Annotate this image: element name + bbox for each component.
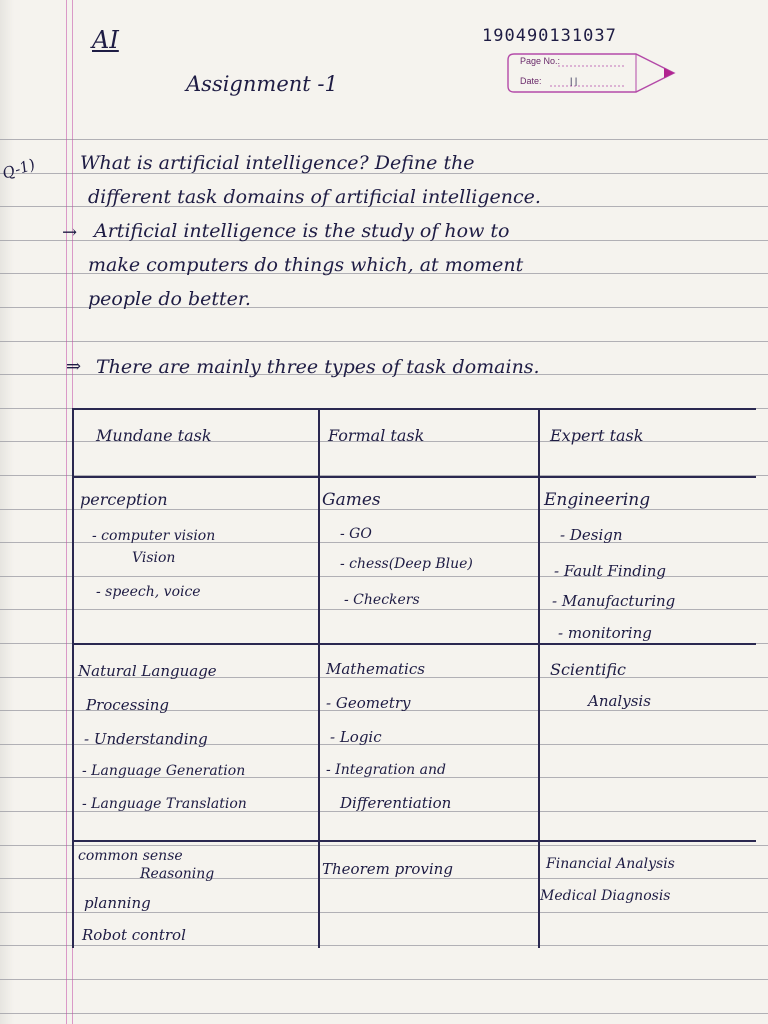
- subject-title: AI: [92, 26, 119, 54]
- header-expert: Expert task: [550, 426, 644, 445]
- formal-chess: - chess(Deep Blue): [340, 556, 473, 572]
- mundane-perception: perception: [80, 490, 168, 509]
- mundane-reasoning: Reasoning: [140, 866, 215, 882]
- margin-line-left: [66, 0, 67, 1024]
- mundane-vision: Vision: [132, 550, 176, 566]
- header-mundane: Mundane task: [96, 426, 212, 445]
- date-label: Date:: [520, 76, 542, 86]
- expert-analysis: Analysis: [588, 692, 651, 710]
- formal-checkers: - Checkers: [344, 592, 420, 608]
- ruled-line: [0, 912, 768, 913]
- mundane-planning: planning: [84, 894, 151, 912]
- roll-number: 190490131037: [482, 26, 617, 46]
- ruled-line: [0, 845, 768, 846]
- domains-intro: There are mainly three types of task domains.: [96, 356, 540, 378]
- formal-theorem-proving: Theorem proving: [322, 860, 453, 878]
- formal-mathematics: Mathematics: [326, 660, 425, 678]
- question-line-1: What is artificial intelligence? Define the: [80, 152, 475, 174]
- question-line-2: different task domains of artificial intelligence.: [88, 186, 541, 208]
- table-row-divider-1: [72, 643, 756, 645]
- header-formal: Formal task: [328, 426, 425, 445]
- expert-financial-analysis: Financial Analysis: [546, 856, 675, 872]
- ruled-line: [0, 878, 768, 879]
- ruled-line: [0, 509, 768, 510]
- ruled-line: [0, 979, 768, 980]
- domains-arrow-icon: ⇒: [66, 356, 82, 377]
- ruled-line: [0, 139, 768, 140]
- answer-line-1: Artificial intelligence is the study of how to: [94, 220, 510, 242]
- table-row-divider-2: [72, 840, 756, 842]
- expert-manufacturing: - Manufacturing: [552, 592, 676, 610]
- mundane-processing: Processing: [86, 696, 170, 714]
- mundane-translation: - Language Translation: [82, 796, 247, 812]
- ruled-line: [0, 341, 768, 342]
- ruled-line: [0, 1013, 768, 1014]
- table-border-top: [72, 408, 756, 410]
- mundane-common-sense: common sense: [78, 848, 183, 864]
- formal-differentiation: Differentiation: [340, 794, 452, 812]
- assignment-title: Assignment -1: [186, 72, 338, 96]
- expert-medical-diagnosis: Medical Diagnosis: [540, 888, 671, 904]
- formal-geometry: - Geometry: [326, 694, 411, 712]
- table-col-divider-2: [538, 408, 540, 948]
- mundane-understanding: - Understanding: [84, 730, 208, 748]
- table-col-divider-1: [318, 408, 320, 948]
- date-separators: | |: [570, 76, 578, 86]
- expert-design: - Design: [560, 526, 623, 544]
- mundane-nlp: Natural Language: [78, 662, 217, 680]
- answer-arrow-icon: →: [62, 222, 78, 243]
- formal-games: Games: [322, 490, 381, 510]
- expert-engineering: Engineering: [544, 490, 651, 510]
- mundane-robot-control: Robot control: [82, 926, 186, 944]
- expert-monitoring: - monitoring: [558, 624, 652, 642]
- question-label: Q-1): [0, 155, 38, 183]
- table-border-left: [72, 408, 74, 948]
- expert-fault-finding: - Fault Finding: [554, 562, 666, 580]
- page-no-label: Page No.:: [520, 56, 561, 66]
- page-date-box: [506, 52, 682, 94]
- ruled-line: [0, 945, 768, 946]
- formal-go: - GO: [340, 526, 372, 542]
- answer-line-3: people do better.: [88, 288, 251, 310]
- table-header-divider: [72, 476, 756, 478]
- mundane-generation: - Language Generation: [82, 763, 246, 779]
- formal-logic: - Logic: [330, 728, 382, 746]
- expert-scientific: Scientific: [550, 660, 626, 679]
- answer-line-2: make computers do things which, at moment: [88, 254, 524, 276]
- mundane-computer-vision: - computer vision: [92, 528, 216, 544]
- mundane-speech: - speech, voice: [96, 584, 201, 600]
- formal-integration: - Integration and: [326, 762, 446, 778]
